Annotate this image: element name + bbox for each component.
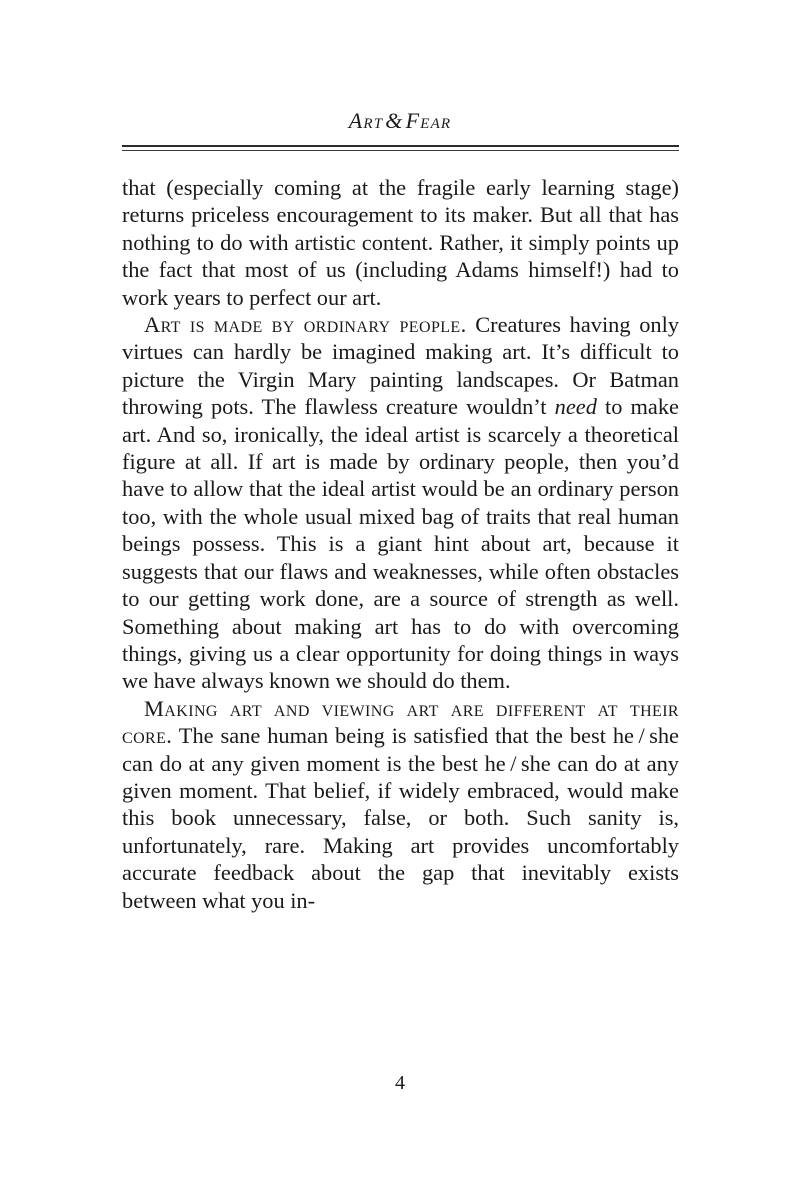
- body-text-block: [122, 174, 679, 914]
- text-run: that (especially coming at the fragile early learning stage) returns priceless encouragement to its maker. But all that has nothing to do with artistic content. Rather, it simply points up the fact that most of us (including Adams himself!) had to work years to perfect our art.: [122, 175, 679, 310]
- text-run: The sane human being is satisfied that the best he / she can do at any given moment is the best he / she can do at any given moment. That belief, if widely embraced, would make this book unnecessary, false, or both. Such sanity is, unfortunately, rare. Making art provides uncomfortably accurate feedback about the gap that inevitably exists between what you in-: [122, 723, 679, 913]
- small-caps-lead-in: Making art and viewing art are different at their core.: [122, 695, 679, 749]
- header-double-rule: [122, 145, 679, 152]
- small-caps-lead-in: Art is made by ordinary people.: [144, 312, 467, 338]
- italic-emphasis-need: need: [554, 394, 597, 420]
- header-rule-thin: [122, 150, 679, 151]
- running-head-suffix: Fear: [405, 108, 452, 133]
- paragraph-making-art-and-viewing-art: [122, 695, 679, 914]
- text-run: Creatures having only virtues can hardly be imagined making art. It’s difficult to picture the Virgin Mary painting landscapes. Or Batman throwing pots. The flawless creature wouldn’t: [122, 312, 680, 420]
- ampersand-glyph: &: [385, 108, 404, 133]
- header-rule-thick: [122, 145, 679, 147]
- paragraph-continuation: [122, 174, 679, 311]
- paragraph-art-is-made-by-ordinary-people: [122, 311, 679, 695]
- text-run: to make art. And so, ironically, the ideal artist is scarcely a theoretical figure at all. If art is made by ordinary people, then you’d have to allow that the ideal artist would be an ordinary person too, with the whole usual mixed bag of traits that real human beings possess. This is a giant hint about art, because it suggests that our flaws and weaknesses, while often obstacles to our getting work done, are a source of strength as well. Something about making art has to do with overcoming things, giving us a clear opportunity for doing things in ways we have always known we should do them.: [122, 394, 679, 694]
- running-head: [122, 108, 678, 134]
- running-head-prefix: Art: [348, 108, 384, 133]
- page-number: 4: [395, 1072, 405, 1094]
